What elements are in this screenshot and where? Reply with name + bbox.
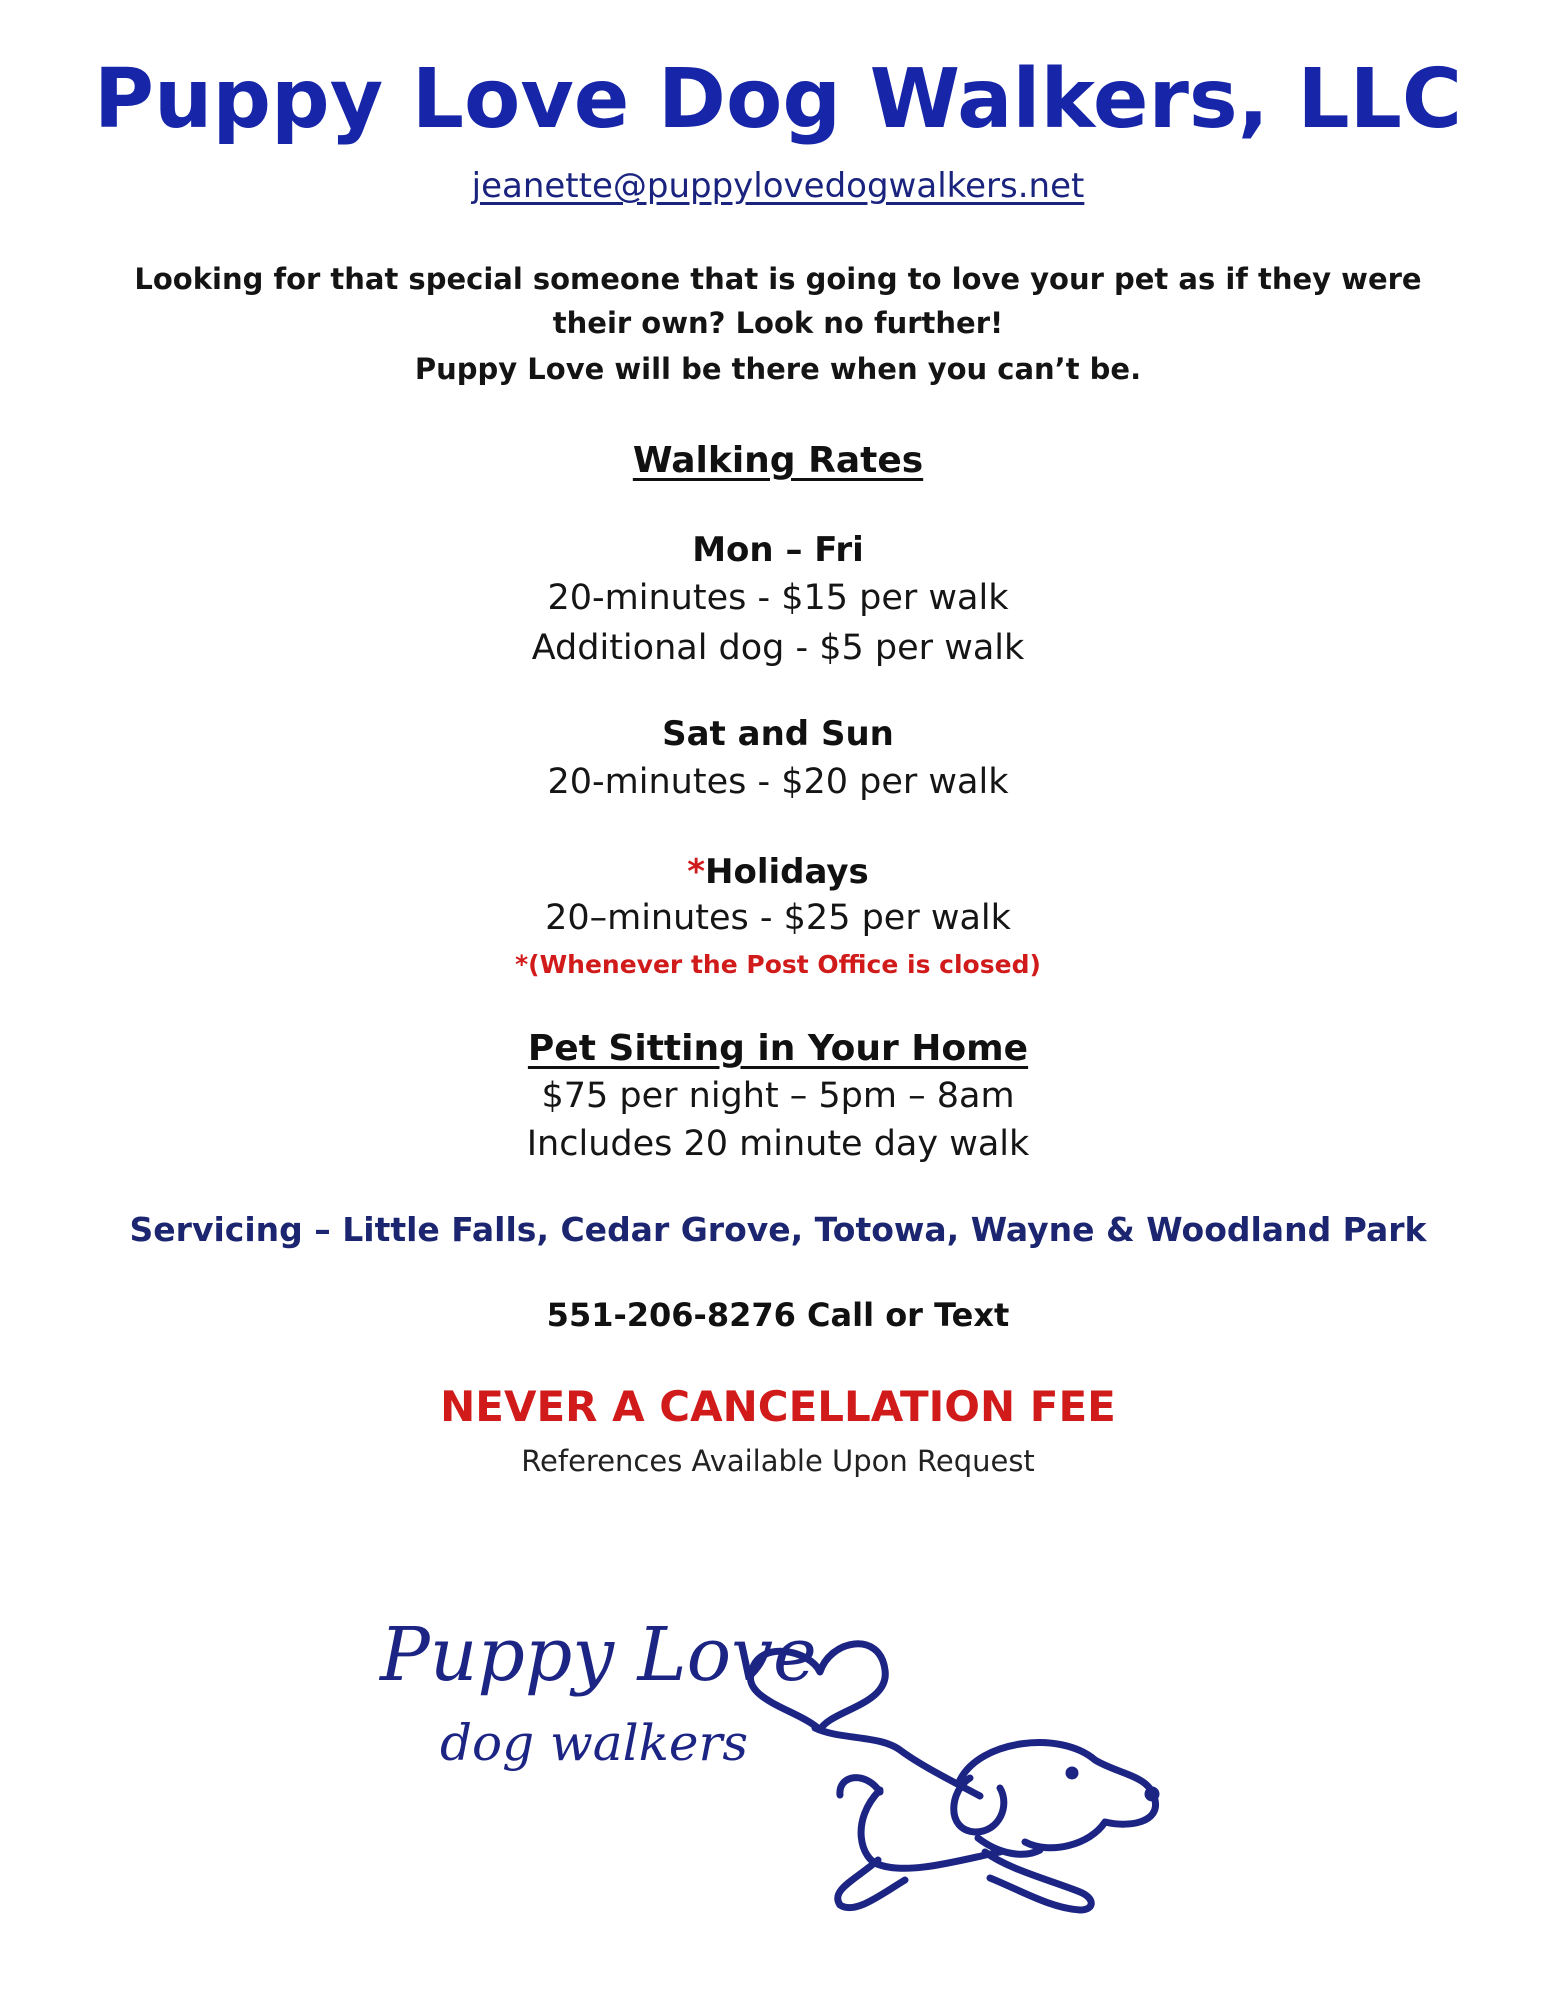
logo-script-line-2: dog walkers <box>440 1714 749 1772</box>
pet-sitting-includes: Includes 20 minute day walk <box>526 1124 1030 1164</box>
walking-rates-heading: Walking Rates <box>632 440 924 481</box>
holidays-heading-label: Holidays <box>705 852 869 892</box>
phone-number: 551-206-8276 Call or Text <box>546 1296 1010 1334</box>
cancellation-notice: NEVER A CANCELLATION FEE <box>440 1382 1116 1431</box>
intro-line-2: their own? Look no further! <box>552 306 1004 340</box>
pet-sitting-rate: $75 per night – 5pm – 8am <box>541 1076 1015 1116</box>
dog-nose-icon <box>1148 1790 1156 1798</box>
weekday-rate: 20-minutes - $15 per walk <box>547 578 1009 618</box>
pet-sitting-heading: Pet Sitting in Your Home <box>527 1028 1029 1069</box>
puppy-love-logo <box>360 1560 1160 1920</box>
additional-dog-rate: Additional dog - $5 per walk <box>531 628 1025 668</box>
holiday-rate: 20–minutes - $25 per walk <box>545 898 1011 938</box>
dog-eye-icon <box>1069 1770 1075 1776</box>
holiday-note: *(Whenever the Post Office is closed) <box>515 950 1041 979</box>
logo-script-line-1: Puppy Love <box>380 1612 817 1698</box>
holidays-heading <box>0 852 1556 892</box>
weekday-heading: Mon – Fri <box>692 530 864 570</box>
weekend-heading: Sat and Sun <box>662 714 894 754</box>
dog-ear-icon <box>954 1778 1004 1832</box>
intro-line-1: Looking for that special someone that is going to love your pet as if they were <box>134 262 1422 296</box>
company-title: Puppy Love Dog Walkers, LLC <box>93 52 1463 147</box>
weekend-rate: 20-minutes - $20 per walk <box>547 762 1009 802</box>
service-area: Servicing – Little Falls, Cedar Grove, Totowa, Wayne & Woodland Park <box>129 1210 1427 1249</box>
email-link[interactable]: jeanette@puppylovedogwalkers.net <box>471 166 1085 206</box>
references-note: References Available Upon Request <box>521 1444 1035 1478</box>
dog-front-leg-icon <box>985 1852 1091 1910</box>
holidays-asterisk: * <box>687 852 705 892</box>
intro-line-3: Puppy Love will be there when you can’t be. <box>414 352 1142 386</box>
